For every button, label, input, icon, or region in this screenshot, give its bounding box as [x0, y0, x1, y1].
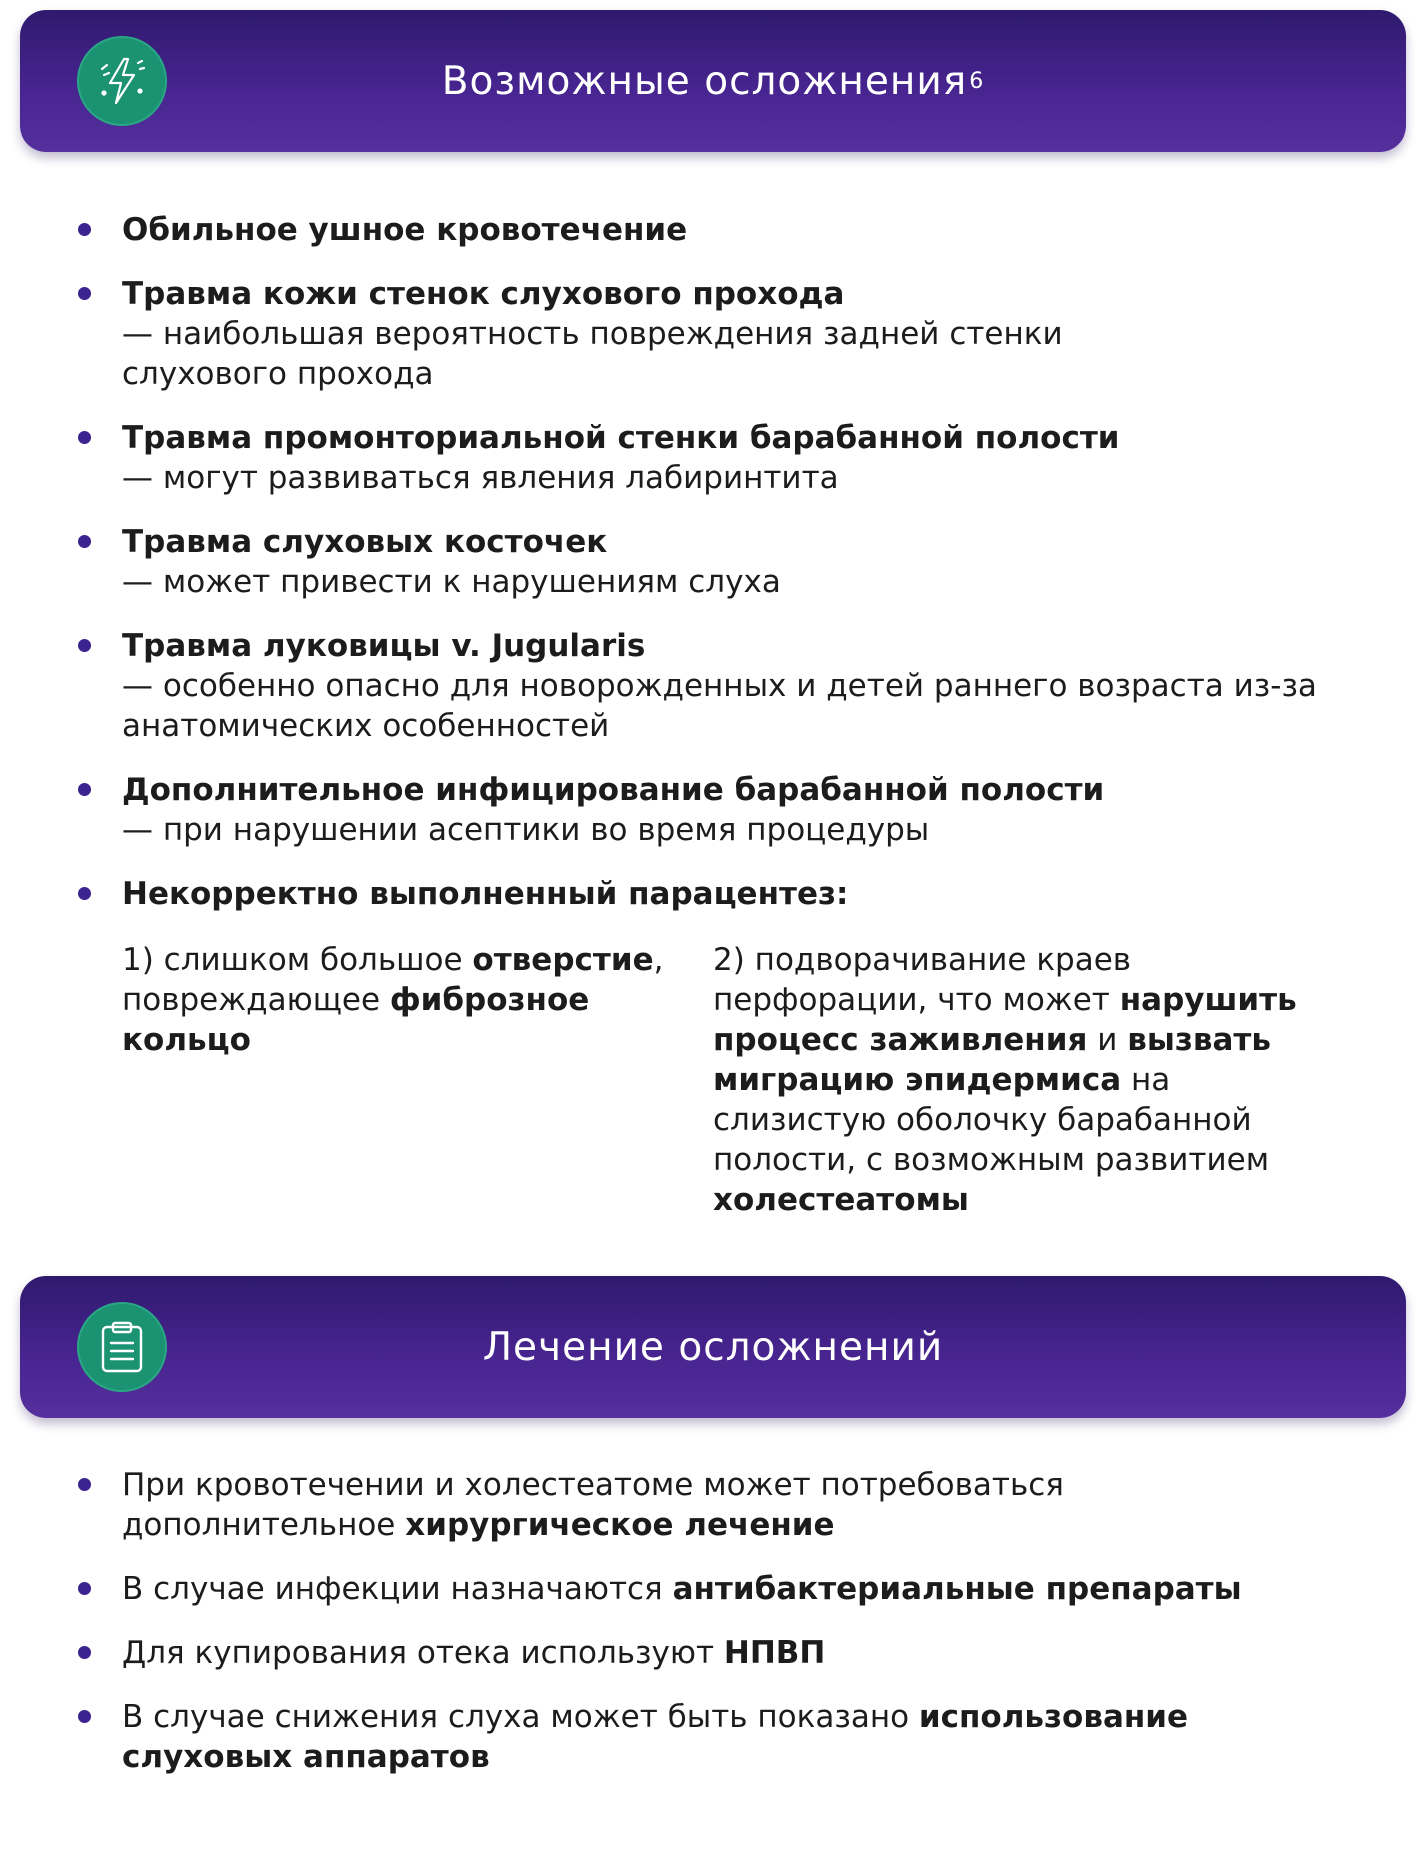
- bullet: [78, 1582, 91, 1595]
- paracentesis-point-2: 2) подворачивание краев перфорации, что может нарушить процесс заживления и вызвать миграцию эпидермиса на слизистую оболочку барабанной полости, с возможным развитием холестеатомы: [713, 942, 1297, 1218]
- bullet: [78, 639, 91, 652]
- bullet: [78, 1710, 91, 1723]
- paracentesis-point-1: 1) слишком большое отверстие, повреждающее фиброзное кольцо: [122, 942, 664, 1058]
- bullet: [78, 535, 91, 548]
- bullet: [78, 223, 91, 236]
- section-title: Лечение осложнений: [482, 1324, 944, 1370]
- bullet: [78, 1646, 91, 1659]
- complications-header: [20, 10, 1406, 152]
- section-title: Возможные осложнения 6: [441, 58, 985, 104]
- bullet: [78, 783, 91, 796]
- bullet: [78, 287, 91, 300]
- bullet: [78, 1478, 91, 1491]
- bullet: [78, 887, 91, 900]
- treatment-header: [20, 1276, 1406, 1418]
- bullet: [78, 431, 91, 444]
